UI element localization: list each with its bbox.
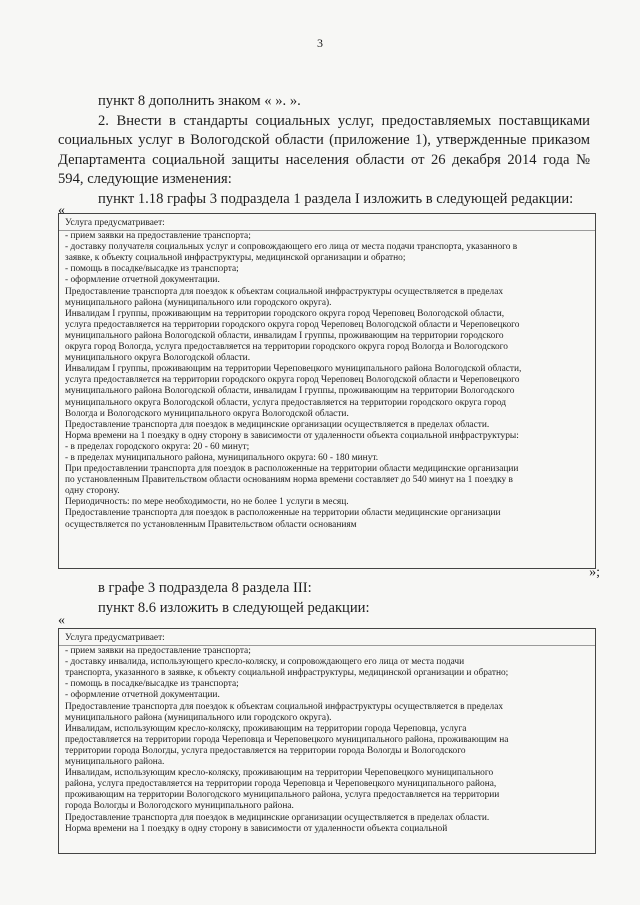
box-text-line: услуга предоставляется на территории городского округа город Череповец Вологодской области и Череповецкого: [65, 375, 520, 386]
quoted-box-1: [58, 213, 596, 569]
quoted-box-2: [58, 628, 596, 854]
box-text-line: При предоставлении транспорта для поездок в расположенные на территории области медицинские организации: [65, 464, 519, 475]
middle-paragraph: пункт 8.6 изложить в следующей редакции:: [98, 599, 370, 616]
box-text-line: Инвалидам I группы, проживающим на территории Череповецкого муниципального района Вологодской области,: [65, 364, 522, 375]
box-text-line: Предоставление транспорта для поездок в медицинские организации осуществляется в пределах области.: [65, 419, 490, 430]
middle-section: [98, 579, 578, 618]
box-text-line: района, услуга предоставляется на территории города Череповца и Череповецкого муниципального района,: [65, 779, 497, 790]
box-text-line: - доставку получателя социальных услуг и сопровождающего его лица от места подачи транспорта, указанного в: [65, 242, 518, 253]
box-text-line: - оформление отчетной документации.: [65, 275, 220, 286]
box-text-line: проживающим на территории Вологодского муниципального района, услуга предоставляется на территории: [65, 790, 500, 801]
box-text-line: Предоставление транспорта для поездок в медицинские организации осуществляется в пределах области.: [65, 812, 490, 823]
box-text-line: муниципального округа Вологодской области.: [65, 353, 251, 364]
box-text-line: - прием заявки на предоставление транспорта;: [65, 231, 251, 242]
box-text-line: Периодичность: по мере необходимости, но не более 1 услуги в месяц.: [65, 497, 349, 508]
box-text-line: Инвалидам, использующим кресло-коляску, проживающим на территории Череповецкого муниципального: [65, 768, 494, 779]
box-text-line: - оформление отчетной документации.: [65, 690, 220, 701]
box-text-line: - в пределах городского округа: 20 - 60 минут;: [65, 441, 250, 452]
box-text-line: - прием заявки на предоставление транспорта;: [65, 646, 251, 657]
box-text-line: муниципального района Вологодской области, инвалидам I группы, проживающим на территории городского: [65, 330, 504, 341]
box-text-line: муниципального района (муниципального или городского округа).: [65, 297, 332, 308]
box-text-line: предоставляется на территории города Череповца и Череповецкого муниципального района, проживающим на: [65, 734, 509, 745]
close-quote: »;: [589, 565, 600, 580]
box-text-line: муниципального района.: [65, 757, 165, 768]
middle-paragraph: в графе 3 подраздела 8 раздела III:: [98, 580, 312, 596]
box-text-line: Предоставление транспорта для поездок в расположенные на территории области медицинские организации: [65, 508, 501, 519]
box-text-line: Предоставление транспорта для поездок к объектам социальной инфраструктуры осуществляется в пределах: [65, 286, 504, 297]
box-text-line: Услуга предусматривает:: [65, 218, 165, 228]
box-text-line: по установленным Правительством области основаниям норма времени составляет до 540 минут на 1 поездку в: [65, 475, 513, 486]
box-text-line: округа город Вологда, услуга предоставляется на территории городского округа город Вологда и Вологодского: [65, 342, 508, 353]
box-text-line: Норма времени на 1 поездку в одну сторону в зависимости от удаленности объекта социальной инфраструктуры:: [65, 430, 519, 441]
intro-paragraph: пункт 1.18 графы 3 подраздела 1 раздела I изложить в следующей редакции:: [98, 190, 574, 207]
box-text-line: услуга предоставляется на территории городского округа город Череповец Вологодской области и Череповецкого: [65, 319, 520, 330]
box-text-line: Инвалидам I группы, проживающим на территории городского округа город Череповец Вологодской области,: [65, 308, 505, 319]
box-text-line: - помощь в посадке/высадке из транспорта;: [65, 679, 239, 690]
page-number: 3: [317, 36, 323, 50]
box-text-line: - помощь в посадке/высадке из транспорта;: [65, 264, 239, 275]
box-text-line: Предоставление транспорта для поездок к объектам социальной инфраструктуры осуществляется в пределах: [65, 701, 504, 712]
box-text-line: Вологда и Вологодского муниципального округа Вологодской области.: [65, 408, 349, 419]
box-text-line: Норма времени на 1 поездку в одну сторону в зависимости от удаленности объекта социальной: [65, 823, 448, 834]
intro-paragraph: 2. Внести в стандарты социальных услуг, предоставляемых поставщиками социальных услуг в Вологодской области (приложение 1), утвержденные приказом Департамента социальной защиты населения области от 26 декабря 2014 года № 594, следующие изменения:: [58, 112, 590, 187]
box-text-line: Инвалидам, использующим кресло-коляску, проживающим на территории города Череповца, услуга: [65, 723, 467, 734]
box-text-line: муниципального района (муниципального или городского округа).: [65, 712, 332, 723]
box-text-line: осуществляется по установленным Правительством области основаниям: [65, 519, 357, 530]
box-text-line: - в пределах муниципального района, муниципального округа: 60 - 180 минут.: [65, 452, 379, 463]
box-text-line: территории города Вологды, услуга предоставляется на территории города Вологды и Вологодского: [65, 745, 466, 756]
open-quote: «: [58, 613, 65, 628]
box-text-line: - доставку инвалида, использующего кресло-коляску, и сопровождающего его лица от места подачи: [65, 657, 465, 668]
box-text-line: заявке, к объекту социальной инфраструктуры, медицинской организации и обратно;: [65, 253, 406, 264]
intro-paragraph: пункт 8 дополнить знаком « ». ».: [98, 93, 301, 109]
box-text-line: муниципального района Вологодской области, инвалидам I группы, проживающим на территории Вологодского: [65, 386, 515, 397]
box-text-line: города Вологды и Вологодского муниципального района.: [65, 801, 294, 812]
box-text-line: одну сторону.: [65, 486, 120, 497]
box-text-line: транспорта, указанного в заявке, к объекту социальной инфраструктуры, медицинской организации и обратно;: [65, 668, 509, 679]
box-text-line: муниципального округа Вологодской области, услуга предоставляется на территории городского округа город: [65, 397, 507, 408]
intro-section: [58, 92, 590, 209]
box-text-line: Услуга предусматривает:: [65, 633, 165, 643]
open-quote: «: [58, 203, 65, 218]
